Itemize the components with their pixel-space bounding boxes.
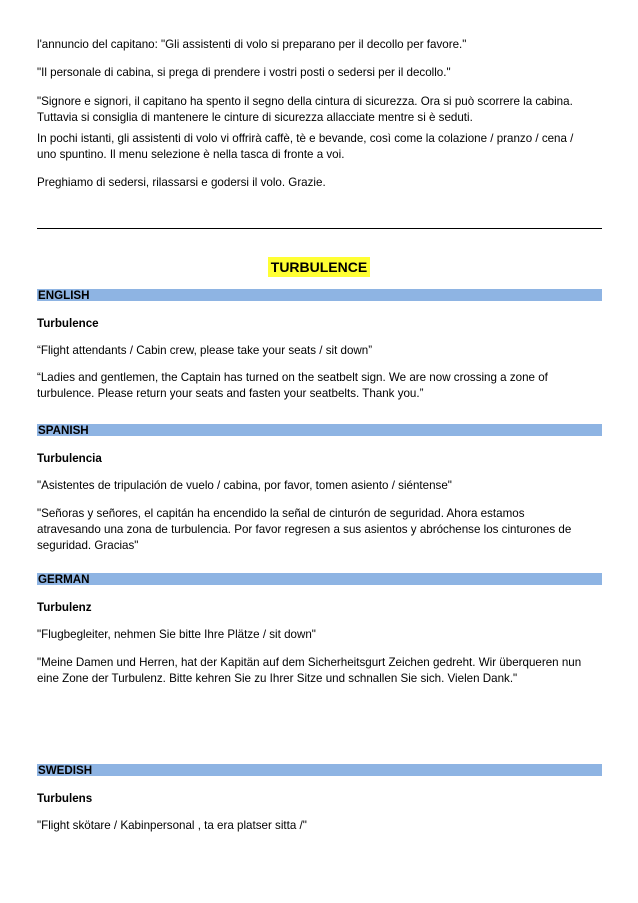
german-paragraph — [37, 655, 603, 687]
italian-paragraph-5: Preghiamo di sedersi, rilassarsi e godersi il volo. Grazie. — [37, 176, 326, 189]
italian-paragraph-4-line-2: uno spuntino. Il menu selezione è nella tasca di fronte a voi. — [37, 148, 345, 161]
english-line-1: “Flight attendants / Cabin crew, please take your seats / sit down” — [37, 344, 373, 357]
german-heading: Turbulenz — [37, 601, 92, 614]
german-paragraph-line-2: eine Zone der Turbulenz. Bitte kehren Sie zu Ihrer Sitze und schnallen Sie sich. Vielen Dank." — [37, 672, 518, 685]
section-title: TURBULENCE — [268, 257, 370, 277]
spanish-paragraph-line-2: atravesando una zona de turbulencia. Por favor regresen a sus asientos y abróchense los cinturones de — [37, 523, 572, 536]
german-header-band: GERMAN — [37, 573, 602, 585]
swedish-header-band: SWEDISH — [37, 764, 602, 776]
spanish-paragraph — [37, 506, 603, 554]
section-title-wrap — [0, 257, 638, 277]
swedish-heading: Turbulens — [37, 792, 93, 805]
spanish-header-band: SPANISH — [37, 424, 602, 436]
italian-paragraph-3-line-1: "Signore e signori, il capitano ha spento il segno della cintura di sicurezza. Ora si può scorrere la cabina. — [37, 95, 573, 108]
english-header-band: ENGLISH — [37, 289, 602, 301]
italian-paragraph-4 — [37, 131, 603, 163]
spanish-line-1: "Asistentes de tripulación de vuelo / cabina, por favor, tomen asiento / siéntense" — [37, 479, 452, 492]
german-line-1: "Flugbegleiter, nehmen Sie bitte Ihre Plätze / sit down" — [37, 628, 316, 641]
italian-paragraph-3-line-2: Tuttavia si consiglia di mantenere le cinture di sicurezza allacciate mentre si è seduti. — [37, 111, 473, 124]
swedish-line-1: "Flight skötare / Kabinpersonal , ta era platser sitta /" — [37, 819, 307, 832]
spanish-paragraph-line-1: "Señoras y señores, el capitán ha encendido la señal de cinturón de seguridad. Ahora estamos — [37, 507, 525, 520]
spanish-paragraph-line-3: seguridad. Gracias" — [37, 539, 139, 552]
english-heading: Turbulence — [37, 317, 99, 330]
section-divider — [37, 228, 602, 229]
italian-paragraph-2: "Il personale di cabina, si prega di prendere i vostri posti o sedersi per il decollo." — [37, 66, 451, 79]
spanish-heading: Turbulencia — [37, 452, 102, 465]
italian-paragraph-4-line-1: In pochi istanti, gli assistenti di volo vi offrirà caffè, tè e bevande, così come la colazione / pranzo / cena / — [37, 132, 574, 145]
italian-paragraph-1: l'annuncio del capitano: "Gli assistenti di volo si preparano per il decollo per favore." — [37, 38, 467, 51]
english-paragraph-line-1: “Ladies and gentlemen, the Captain has turned on the seatbelt sign. We are now crossing a zone of — [37, 371, 548, 384]
german-paragraph-line-1: "Meine Damen und Herren, hat der Kapitän auf dem Sicherheitsgurt Zeichen gedreht. Wir überqueren nun — [37, 656, 582, 669]
english-paragraph-line-2: turbulence. Please return your seats and fasten your seatbelts. Thank you.” — [37, 387, 424, 400]
italian-paragraph-3 — [37, 94, 603, 126]
english-paragraph — [37, 370, 603, 402]
